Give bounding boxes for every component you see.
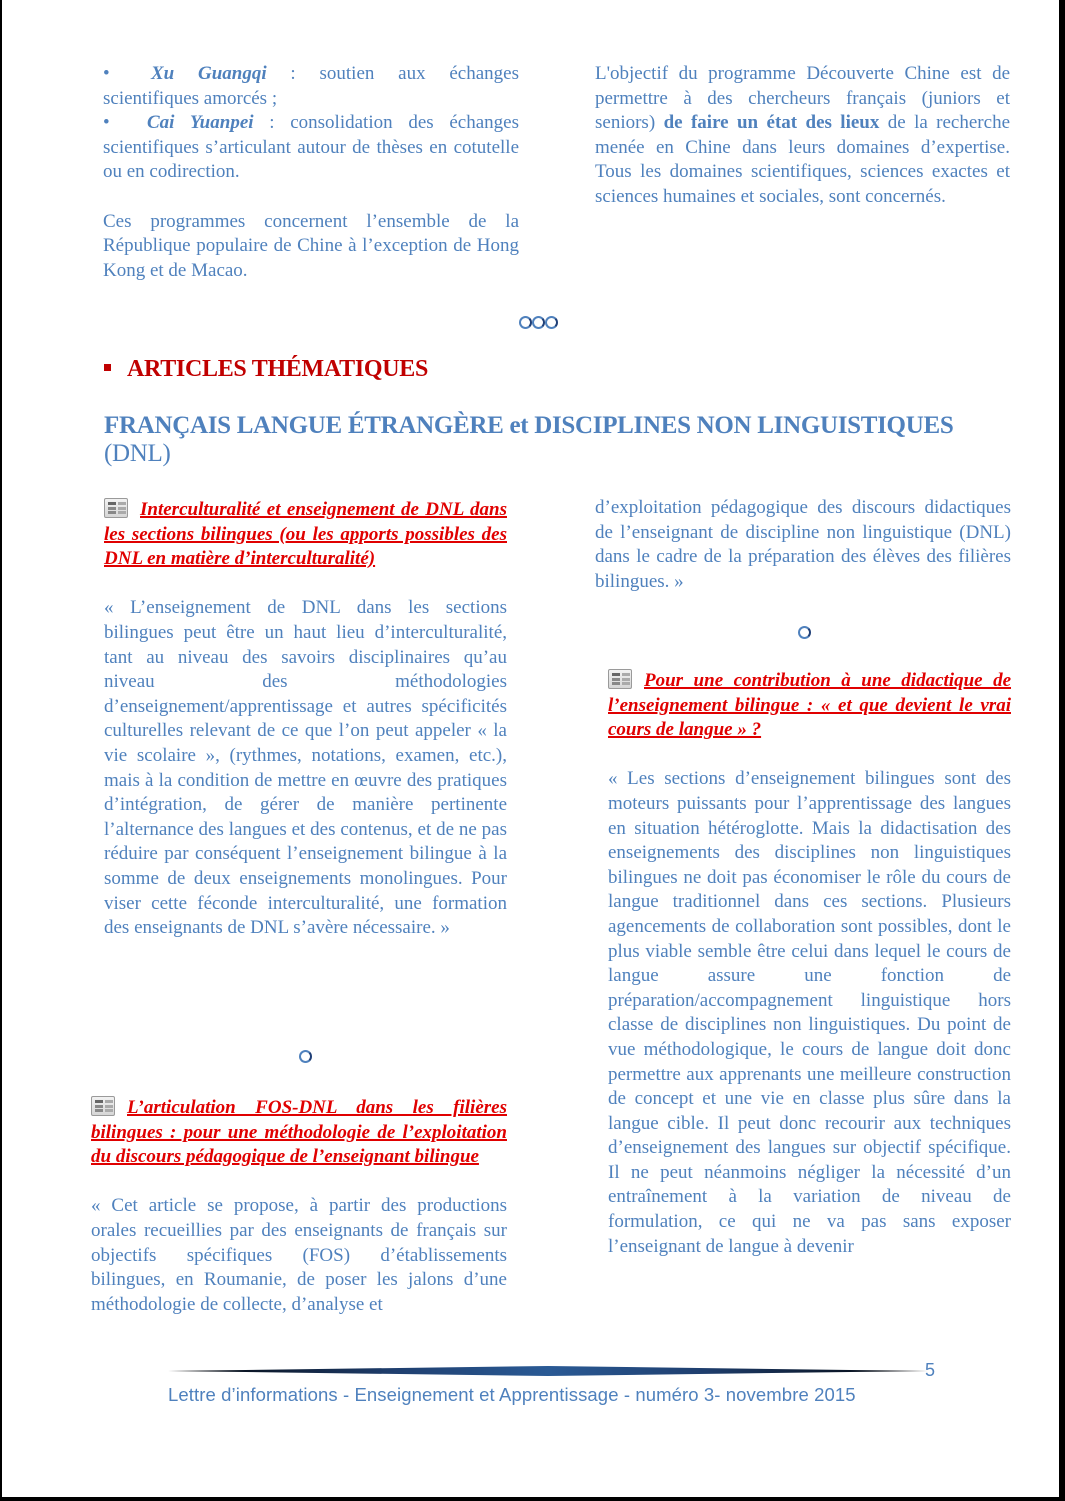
articles-left-column-2 bbox=[91, 1096, 507, 1317]
articles-right-column bbox=[595, 496, 1011, 594]
article-separator bbox=[794, 622, 814, 645]
bullet-icon: • bbox=[103, 63, 110, 84]
section-separator bbox=[508, 312, 568, 335]
program-name: Xu Guangqi bbox=[151, 63, 267, 84]
footer-rule bbox=[168, 1366, 928, 1376]
article-1-abstract: « L’enseignement de DNL dans les sections bilingues peut être un haut lieu d’interculturalité, tant au niveau des savoirs disciplinaires qu’au niveau des méthodologies d’enseignement/apprentissage et autres spécificités culturelles relevant de ce que l’on peut appeler « la vie scolaire », (rythmes, notations, examen, etc.), mais à la condition de mettre en œuvre des pratiques d’intégration, de gérer de manière pertinente l’alternance des langues et des contenus, et de ne pas réduire par conséquent l’enseignement bilingue à la somme de deux enseignements monolingues. Pour viser cette féconde interculturalité, une formation des enseignants de DNL s’avère nécessaire. » bbox=[104, 597, 507, 939]
article-2-abstract-part2: d’exploitation pédagogique des discours didactiques de l’enseignant de discipline non linguistique (DNL) dans le cadre de la préparation des élèves des filières bilingues. » bbox=[595, 497, 1011, 592]
program-name: Cai Yuanpei bbox=[147, 112, 254, 134]
top-left-column bbox=[103, 62, 519, 283]
circle-ornament-icon bbox=[519, 316, 532, 329]
article-separator bbox=[295, 1046, 315, 1069]
circle-ornament-icon bbox=[545, 316, 558, 329]
article-1-title-link[interactable]: Interculturalité et enseignement de DNL dans les sections bilingues (ou les apports possibles des DNL en matière d’interculturalité) bbox=[104, 499, 507, 570]
article-2-abstract-part1: « Cet article se propose, à partir des productions orales recueillies par des enseignants de français sur objectifs spécifiques (FOS) d’établissements bilingues, en Roumanie, de poser les jalons d’une méthodologie de collecte, d’analyse et bbox=[91, 1195, 507, 1315]
circle-ornament-icon bbox=[798, 626, 811, 639]
decouverte-chine-paragraph: L'objectif du programme Découverte Chine est de permettre à des chercheurs français (juniors et seniors) de faire un état des lieux de la recherche menée en Chine dans leurs domaines d’expertise. Tous les domaines scientifiques, sciences exactes et sciences humaines et sociales, sont concernés. bbox=[595, 63, 1010, 207]
newspaper-icon bbox=[608, 669, 632, 689]
article-3-abstract: « Les sections d’enseignement bilingues sont des moteurs puissants pour l’apprentissage des langues en situation hétéroglotte. Mais la didactisation des enseignements des disciplines non linguistiques bilingues ne doit pas économiser le rôle du cours de langue traditionnel dans ces sections. Plusieurs agencements de collaboration sont possibles, dont le plus viable semble être celui dans lequel le cours de langue assure une fonction de préparation/accompagnement linguistique hors classe de disciplines non linguistiques. Du point de vue méthodologique, le cours de langue doit donc permettre aux apprenants une meilleure construction de concept et une vie en classe plus sûre dans la langue cible. Il peut donc recourir aux techniques d’enseignement des langues sur objectif spécifique. Il ne peut néanmoins négliger la nécessité d’un entraînement à la variation de niveau de formulation, ce qui ne va pas sans exposer l’enseignant de langue à devenir bbox=[608, 768, 1011, 1257]
page-border-left bbox=[0, 0, 2, 1501]
footer-text: Lettre d’informations - Enseignement et Apprentissage - numéro 3- novembre 2015 bbox=[168, 1384, 856, 1405]
top-right-column bbox=[595, 62, 1010, 210]
circle-ornament-icon bbox=[532, 316, 545, 329]
bullet-cai-yuanpei: • Cai Yuanpei : consolidation des échanges scientifiques s’articulant autour de thèses en cotutelle ou en codirection. bbox=[103, 112, 519, 183]
page-border-bottom bbox=[0, 1497, 1065, 1501]
newspaper-icon bbox=[91, 1096, 115, 1116]
programs-scope-paragraph: Ces programmes concernent l’ensemble de la République populaire de Chine à l’exception de Hong Kong et de Macao. bbox=[103, 210, 519, 281]
bullet-icon: • bbox=[103, 112, 110, 134]
article-2-title-link[interactable]: L’articulation FOS-DNL dans les filières bilingues : pour une méthodologie de l’exploitation du discours pédagogique de l’enseignant bilingue bbox=[91, 1097, 507, 1168]
article-3-title-link[interactable]: Pour une contribution à une didactique de l’enseignement bilingue : « et que devient le vrai cours de langue » ? bbox=[608, 670, 1011, 741]
section-heading: ARTICLES THÉMATIQUES bbox=[104, 356, 428, 383]
newspaper-icon bbox=[104, 498, 128, 518]
articles-right-column-2 bbox=[608, 669, 1011, 1259]
page-border-right bbox=[1059, 0, 1065, 1501]
bullet-xu-guangqi: • Xu Guangqi : soutien aux échanges scientifiques amorcés ; bbox=[103, 63, 519, 109]
circle-ornament-icon bbox=[299, 1050, 312, 1063]
articles-left-column bbox=[104, 498, 507, 941]
square-bullet-icon bbox=[104, 364, 111, 371]
section-subheading: FRANÇAIS LANGUE ÉTRANGÈRE et DISCIPLINES NON LINGUISTIQUES (DNL) bbox=[104, 412, 954, 467]
page-number: 5 bbox=[925, 1360, 936, 1380]
